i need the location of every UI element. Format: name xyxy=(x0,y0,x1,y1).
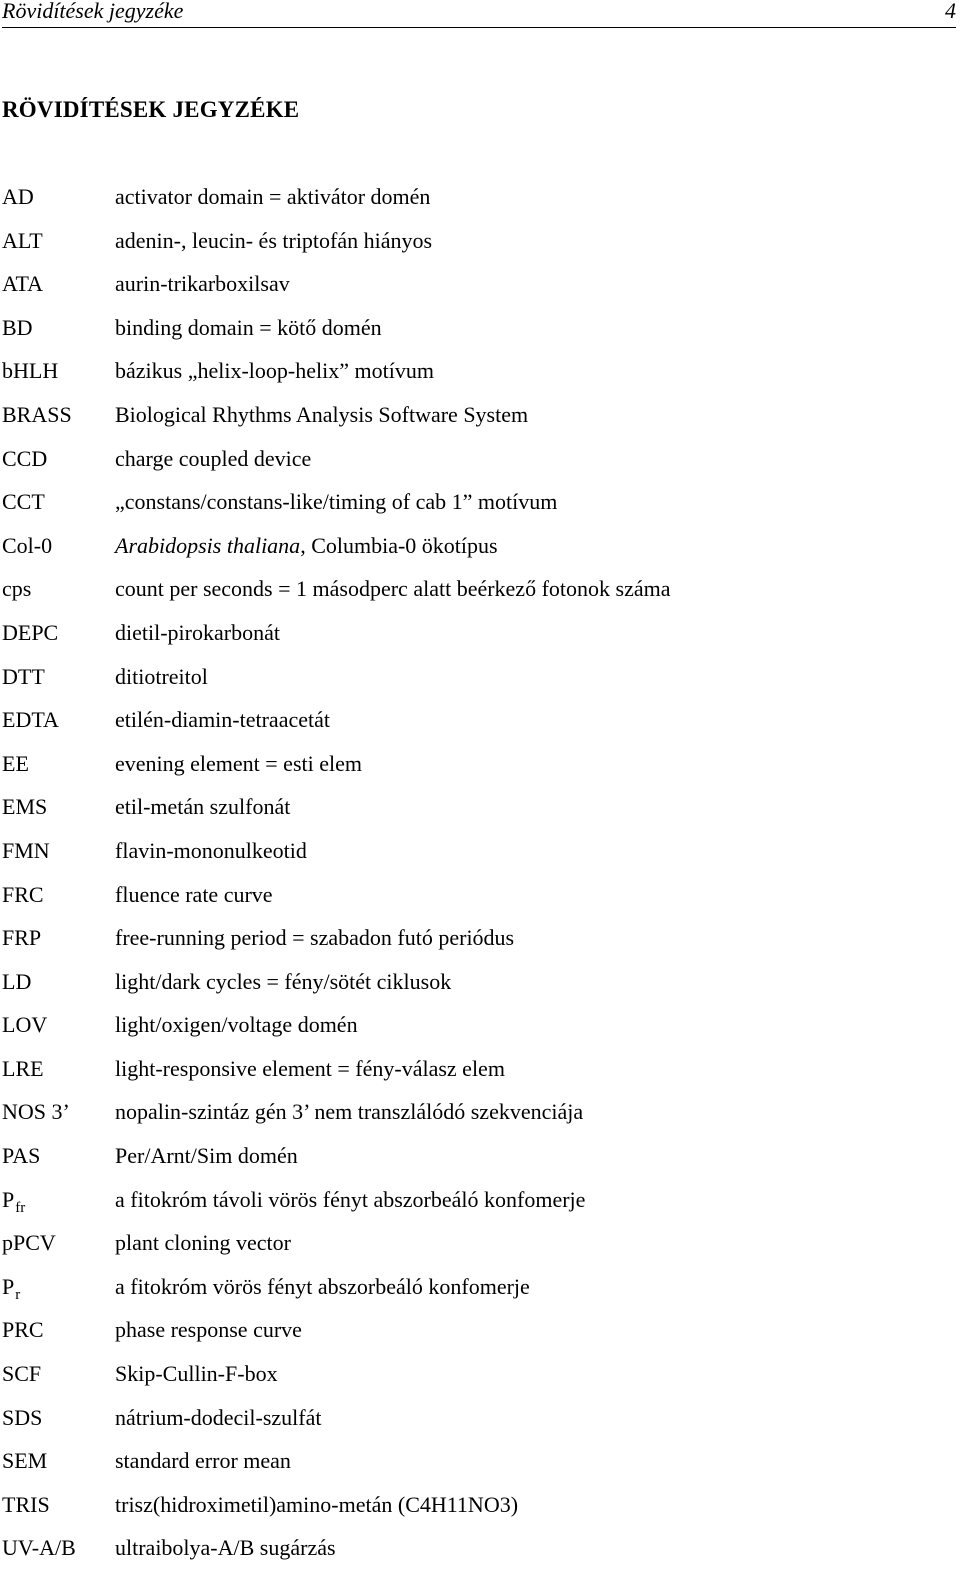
abbreviation-definition-text: charge coupled device xyxy=(115,445,312,471)
abbreviation-row xyxy=(0,444,960,488)
abbreviation-definition xyxy=(115,923,514,953)
abbreviation-definition-text: flavin-mononulkeotid xyxy=(115,837,307,863)
abbreviation-term xyxy=(2,1315,44,1345)
abbreviation-row xyxy=(0,880,960,924)
abbreviation-definition-text: aurin-trikarboxilsav xyxy=(115,271,290,297)
abbreviation-row xyxy=(0,1446,960,1490)
abbreviation-definition-text: etil-metán szulfonát xyxy=(115,794,291,820)
abbreviation-term-text: EDTA xyxy=(2,707,59,733)
abbreviation-row xyxy=(0,749,960,793)
abbreviation-definition xyxy=(115,880,273,910)
abbreviation-row xyxy=(0,705,960,749)
abbreviation-definition-italic: Arabidopsis thaliana xyxy=(115,532,301,558)
abbreviation-row xyxy=(0,923,960,967)
abbreviation-term-text: ATA xyxy=(2,271,44,297)
abbreviation-term-text: CCT xyxy=(2,489,45,515)
abbreviation-row xyxy=(0,1054,960,1098)
abbreviation-term-text: Col-0 xyxy=(2,532,53,558)
abbreviation-term-text: SCF xyxy=(2,1361,42,1387)
abbreviation-definition-text: plant cloning vector xyxy=(115,1230,291,1256)
abbreviation-definition xyxy=(115,182,430,212)
abbreviation-term xyxy=(2,226,43,256)
abbreviation-definition-text: count per seconds = 1 másodperc alatt beérkező fotonok száma xyxy=(115,576,671,602)
abbreviation-definition xyxy=(115,792,290,822)
abbreviation-definition xyxy=(115,1533,336,1563)
abbreviation-row xyxy=(0,1141,960,1185)
abbreviation-term xyxy=(2,1403,42,1433)
abbreviation-term-text: cps xyxy=(2,576,32,602)
abbreviation-term-text: BRASS xyxy=(2,401,72,427)
abbreviation-term-text: P xyxy=(2,1186,15,1212)
abbreviation-term xyxy=(2,269,43,299)
abbreviation-term-text: FRP xyxy=(2,925,42,951)
abbreviation-term xyxy=(2,705,59,735)
abbreviation-term xyxy=(2,1228,56,1258)
abbreviation-definition xyxy=(115,487,557,517)
running-header-title: Rövidítések jegyzéke xyxy=(2,0,184,23)
abbreviation-row xyxy=(0,1359,960,1403)
page-number: 4 xyxy=(945,0,956,23)
abbreviation-definition-text: binding domain = kötő domén xyxy=(115,314,382,340)
abbreviation-definition xyxy=(115,356,434,386)
abbreviation-definition-text: ultraibolya-A/B sugárzás xyxy=(115,1535,336,1561)
abbreviation-term-text: NOS 3’ xyxy=(2,1099,70,1125)
abbreviation-row xyxy=(0,836,960,880)
abbreviation-term-text: LD xyxy=(2,968,32,994)
abbreviation-term xyxy=(2,1533,76,1563)
abbreviation-term-text: FMN xyxy=(2,837,50,863)
abbreviation-term xyxy=(2,792,47,822)
abbreviation-term xyxy=(2,400,72,430)
abbreviation-term xyxy=(2,1141,40,1171)
abbreviation-term-text: P xyxy=(2,1273,15,1299)
abbreviation-definition xyxy=(115,967,451,997)
abbreviation-term xyxy=(2,1490,50,1520)
abbreviation-term-text: LRE xyxy=(2,1055,44,1081)
abbreviation-row xyxy=(0,618,960,662)
abbreviation-definition xyxy=(115,574,670,604)
abbreviation-definition xyxy=(115,313,382,343)
abbreviation-definition-text: , Columbia-0 ökotípus xyxy=(300,532,498,558)
abbreviation-term xyxy=(2,1446,47,1476)
abbreviation-definition-text: evening element = esti elem xyxy=(115,750,362,776)
abbreviation-definition xyxy=(115,1490,518,1520)
abbreviation-definition xyxy=(115,1141,298,1171)
abbreviation-definition-text: adenin-, leucin- és triptofán hiányos xyxy=(115,227,433,253)
abbreviation-term xyxy=(2,618,58,648)
abbreviation-term-text: FRC xyxy=(2,881,44,907)
abbreviation-term xyxy=(2,531,52,561)
abbreviation-definition-text: light/oxigen/voltage domén xyxy=(115,1012,358,1038)
abbreviation-definition-text: standard error mean xyxy=(115,1448,291,1474)
abbreviation-definition-text: etilén-diamin-tetraacetát xyxy=(115,707,330,733)
abbreviation-definition xyxy=(115,400,528,430)
abbreviation-term-subscript: r xyxy=(15,1286,21,1303)
abbreviation-row xyxy=(0,313,960,357)
abbreviation-term xyxy=(2,1185,25,1215)
abbreviation-row xyxy=(0,574,960,618)
abbreviation-term-text: ALT xyxy=(2,227,43,253)
abbreviation-row xyxy=(0,1272,960,1316)
abbreviation-definition-text: fluence rate curve xyxy=(115,881,273,907)
abbreviation-definition-text: activator domain = aktivátor domén xyxy=(115,184,431,209)
abbreviation-definition-text: light/dark cycles = fény/sötét ciklusok xyxy=(115,968,452,994)
abbreviation-term xyxy=(2,1054,44,1084)
abbreviation-definition-text: bázikus „helix-loop-helix” motívum xyxy=(115,358,434,384)
abbreviation-row xyxy=(0,487,960,531)
abbreviation-definition xyxy=(115,836,307,866)
abbreviation-row xyxy=(0,1490,960,1534)
abbreviation-term xyxy=(2,182,34,212)
abbreviation-term-text: DTT xyxy=(2,663,45,689)
abbreviation-row xyxy=(0,531,960,575)
abbreviation-term xyxy=(2,574,31,604)
abbreviation-term-text: PAS xyxy=(2,1143,41,1169)
abbreviation-term-text: BD xyxy=(2,314,33,340)
abbreviation-term-text: CCD xyxy=(2,445,48,471)
abbreviation-definition-text: Per/Arnt/Sim domén xyxy=(115,1143,298,1169)
abbreviation-definition xyxy=(115,1010,358,1040)
abbreviation-row xyxy=(0,1403,960,1447)
abbreviation-definition xyxy=(115,226,432,256)
abbreviation-row xyxy=(0,226,960,270)
abbreviation-definition xyxy=(115,1403,321,1433)
abbreviation-definition-text: nátrium-dodecil-szulfát xyxy=(115,1404,322,1430)
abbreviation-definition xyxy=(115,662,208,692)
abbreviation-term xyxy=(2,1010,47,1040)
abbreviation-term xyxy=(2,836,50,866)
abbreviation-definition xyxy=(115,1228,291,1258)
abbreviation-definition-text: ditiotreitol xyxy=(115,663,208,689)
abbreviation-definition xyxy=(115,269,290,299)
abbreviation-definition-text: a fitokróm vörös fényt abszorbeáló konfomerje xyxy=(115,1273,530,1299)
abbreviation-term xyxy=(2,487,45,517)
abbreviation-row xyxy=(0,1185,960,1229)
abbreviation-definition-text: Biological Rhythms Analysis Software System xyxy=(115,401,529,427)
abbreviation-definition xyxy=(115,1097,583,1127)
abbreviation-term xyxy=(2,1359,41,1389)
section-title: RÖVIDÍTÉSEK JEGYZÉKE xyxy=(2,97,300,122)
abbreviation-row xyxy=(0,1228,960,1272)
abbreviation-row xyxy=(0,1010,960,1054)
abbreviation-term xyxy=(2,967,31,997)
running-header xyxy=(2,0,956,28)
abbreviation-definition xyxy=(115,1359,278,1389)
abbreviation-term-text: LOV xyxy=(2,1012,48,1038)
abbreviation-definition-text: phase response curve xyxy=(115,1317,302,1343)
abbreviation-row xyxy=(0,1533,960,1577)
abbreviation-term-subscript: fr xyxy=(15,1199,26,1216)
abbreviation-term-text: SDS xyxy=(2,1404,43,1430)
abbreviation-term xyxy=(2,923,41,953)
abbreviation-definition-text: trisz(hidroximetil)amino-metán (C4H11NO3) xyxy=(115,1491,519,1517)
abbreviation-term-text: DEPC xyxy=(2,619,59,645)
abbreviation-term xyxy=(2,313,33,343)
abbreviation-term-text: PRC xyxy=(2,1317,44,1343)
abbreviation-row xyxy=(0,356,960,400)
abbreviation-term xyxy=(2,749,29,779)
abbreviation-definition xyxy=(115,618,280,648)
abbreviation-row xyxy=(0,792,960,836)
abbreviation-term xyxy=(2,1097,70,1127)
abbreviation-row xyxy=(0,182,960,226)
abbreviation-definition xyxy=(115,531,498,561)
abbreviation-row xyxy=(0,269,960,313)
abbreviation-definition xyxy=(115,1315,302,1345)
abbreviation-definition-text: free-running period = szabadon futó periódus xyxy=(115,925,515,951)
abbreviation-definition xyxy=(115,1054,505,1084)
abbreviation-term xyxy=(2,356,58,386)
abbreviation-definition-text: light-responsive element = fény-válasz elem xyxy=(115,1055,505,1081)
abbreviation-term xyxy=(2,880,44,910)
abbreviation-term-text: SEM xyxy=(2,1448,48,1474)
abbreviation-term-text: pPCV xyxy=(2,1230,56,1256)
abbreviation-term-text: bHLH xyxy=(2,358,59,384)
abbreviation-definition xyxy=(115,705,330,735)
abbreviation-term-text: UV-A/B xyxy=(2,1535,76,1561)
abbreviation-definition-text: dietil-pirokarbonát xyxy=(115,619,280,645)
abbreviation-term-text: TRIS xyxy=(2,1491,50,1517)
abbreviation-row xyxy=(0,967,960,1011)
abbreviation-definition-text: „constans/constans-like/timing of cab 1” motívum xyxy=(115,489,558,515)
abbreviation-term-text: EE xyxy=(2,750,29,776)
abbreviation-definition-text: a fitokróm távoli vörös fényt abszorbeáló konfomerje xyxy=(115,1186,586,1212)
abbreviation-definition xyxy=(115,1272,530,1302)
abbreviation-definition-text: nopalin-szintáz gén 3’ nem transzlálódó szekvenciája xyxy=(115,1099,584,1125)
abbreviation-definition xyxy=(115,444,311,474)
abbreviation-row xyxy=(0,1097,960,1141)
abbreviation-term-text: EMS xyxy=(2,794,48,820)
abbreviation-row xyxy=(0,400,960,444)
abbreviation-term xyxy=(2,444,47,474)
abbreviation-term xyxy=(2,1272,20,1302)
abbreviation-definition xyxy=(115,749,362,779)
abbreviation-list xyxy=(0,182,960,1577)
abbreviation-term-text: AD xyxy=(2,184,34,209)
abbreviation-row xyxy=(0,662,960,706)
abbreviation-term xyxy=(2,662,45,692)
abbreviation-definition-text: Skip-Cullin-F-box xyxy=(115,1361,278,1387)
abbreviation-definition xyxy=(115,1185,585,1215)
abbreviation-row xyxy=(0,1315,960,1359)
abbreviation-definition xyxy=(115,1446,291,1476)
